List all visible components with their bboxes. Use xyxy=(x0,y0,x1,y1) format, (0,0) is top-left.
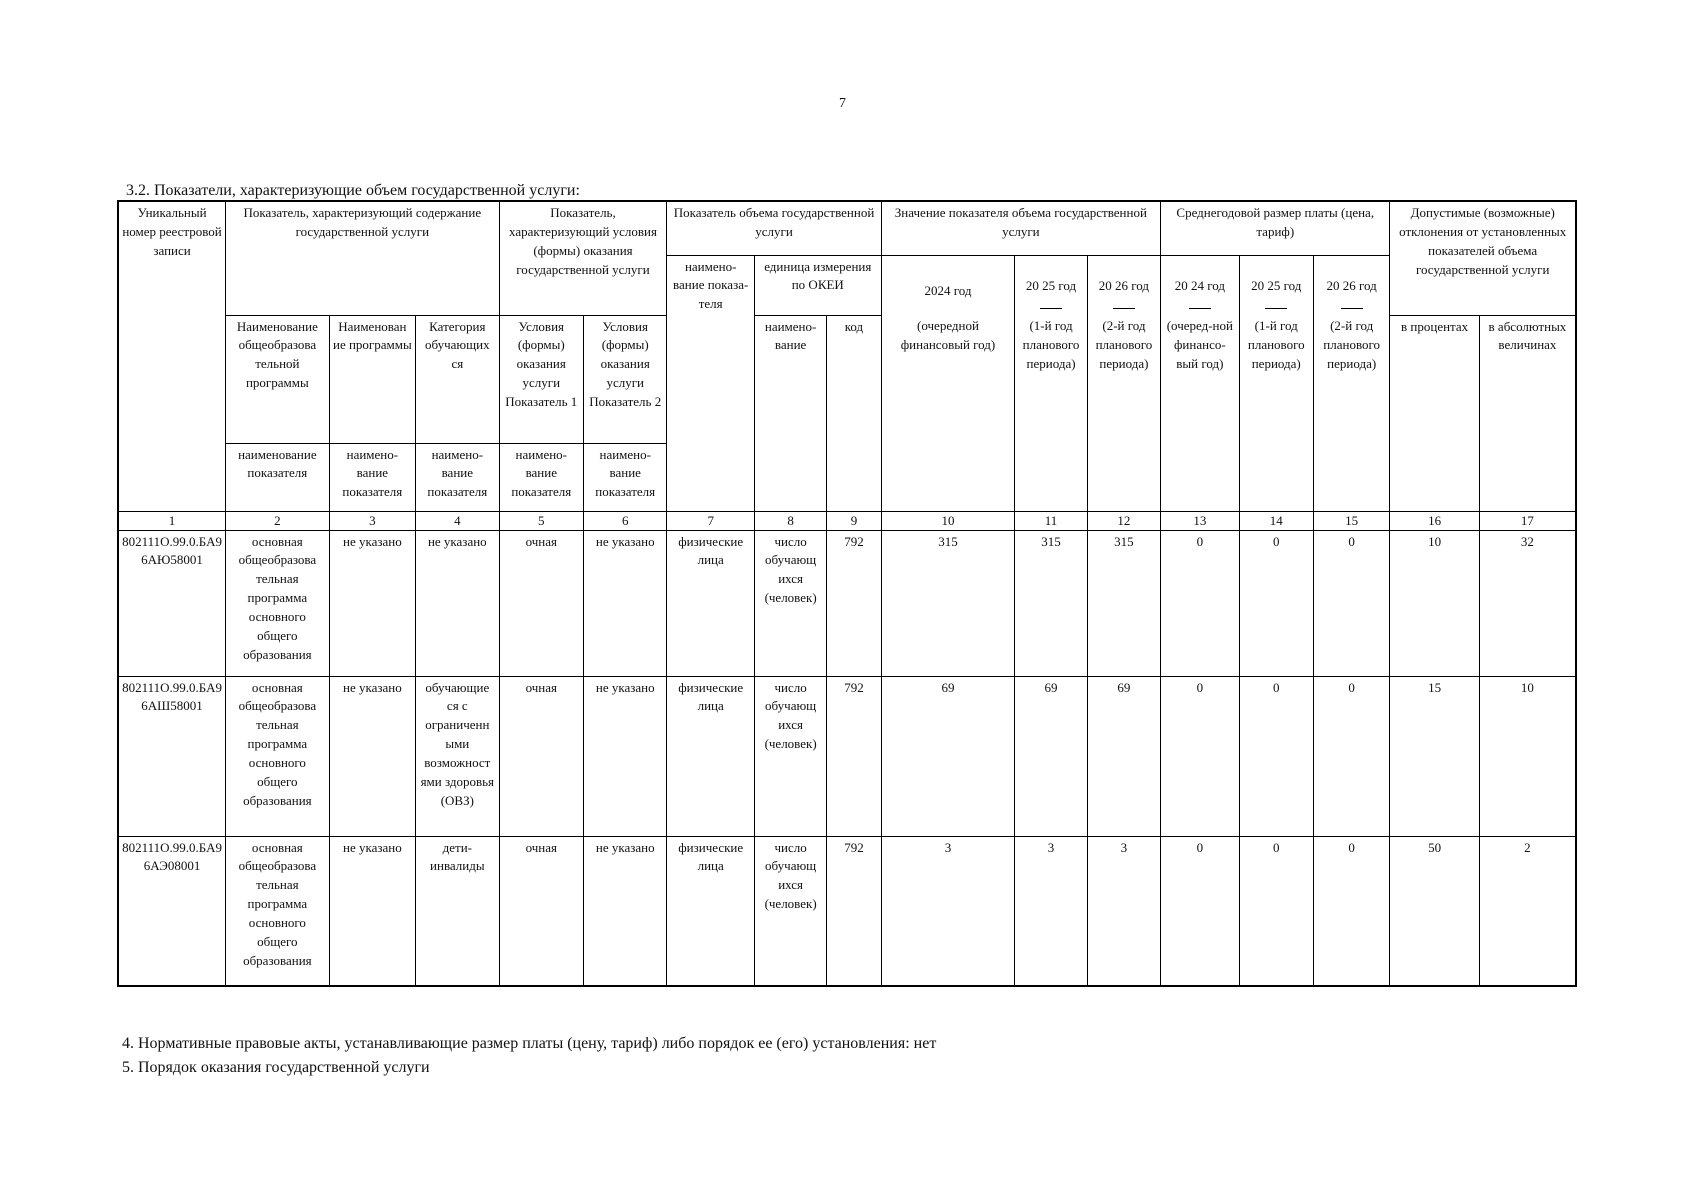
form-cell: очная xyxy=(499,530,583,676)
value-2024-cell: 3 xyxy=(881,836,1015,986)
footer-line-4: 4. Нормативные правовые акты, устанавливающие размер платы (цену, тариф) либо порядок ее (его) установления: нет xyxy=(122,1035,937,1052)
fee-2024-cell: 0 xyxy=(1161,530,1239,676)
volume-table-wrapper xyxy=(117,200,1577,987)
column-number: 4 xyxy=(416,511,499,530)
deviation-percent-cell: 50 xyxy=(1390,836,1479,986)
header-col2-sub: наименование показателя xyxy=(226,443,330,511)
condition2-cell: не указано xyxy=(584,836,667,986)
fee-2024-cell: 0 xyxy=(1161,836,1239,986)
header-value-group: Значение показателя объема государственной услуги xyxy=(881,201,1161,255)
header-deviation-absolute: в абсолютных величинах xyxy=(1479,315,1576,511)
deviation-absolute-cell: 10 xyxy=(1479,676,1576,836)
value-2026-cell: 3 xyxy=(1087,836,1160,986)
column-number: 15 xyxy=(1313,511,1389,530)
header-conditions-group: Показатель, характеризующий условия (формы) оказания государственной услуги xyxy=(499,201,667,315)
program-cell: основная общеобразова тельная программа основного общего образования xyxy=(226,836,330,986)
column-number: 5 xyxy=(499,511,583,530)
fee-2026-cell: 0 xyxy=(1313,836,1389,986)
header-col5-sub: наимено-вание показателя xyxy=(499,443,583,511)
table-row xyxy=(118,676,1576,836)
header-fee-year3-bottom: (2-й год планового периода) xyxy=(1313,315,1389,511)
section-heading: 3.2. Показатели, характеризующие объем государственной услуги: xyxy=(126,182,580,199)
column-number: 8 xyxy=(754,511,826,530)
header-fee-group: Среднегодовой размер платы (цена, тариф) xyxy=(1161,201,1390,255)
category-cell: не указано xyxy=(416,530,499,676)
value-2026-cell: 315 xyxy=(1087,530,1160,676)
header-fee-year2-bottom: (1-й год планового периода) xyxy=(1239,315,1313,511)
category-cell: обучающие ся с ограниченн ыми возможност ями здоровья (ОВЗ) xyxy=(416,676,499,836)
form-cell: очная xyxy=(499,676,583,836)
header-col6-sub: наимено-вание показателя xyxy=(584,443,667,511)
header-col3-name: Наименован ие программы xyxy=(329,315,415,443)
indicator-cell: физические лица xyxy=(667,676,754,836)
header-fee-year2-top: 20 25 год xyxy=(1239,255,1313,315)
header-col5-name: Условия (формы) оказания услуги Показатель 1 xyxy=(499,315,583,443)
value-2025-cell: 315 xyxy=(1015,530,1087,676)
header-deviation-group: Допустимые (возможные) отклонения от установленных показателей объема государственной услуги xyxy=(1390,201,1576,315)
column-number: 14 xyxy=(1239,511,1313,530)
header-content-group: Показатель, характеризующий содержание государственной услуги xyxy=(226,201,499,315)
code-cell: 792 xyxy=(827,836,881,986)
column-number: 16 xyxy=(1390,511,1479,530)
indicator-cell: физические лица xyxy=(667,530,754,676)
header-col2-name: Наименование общеобразова тельной программы xyxy=(226,315,330,443)
header-value-year1-top: 2024 год xyxy=(881,255,1015,315)
column-number: 9 xyxy=(827,511,881,530)
header-fee-year3-top: 20 26 год xyxy=(1313,255,1389,315)
fee-2026-cell: 0 xyxy=(1313,530,1389,676)
deviation-absolute-cell: 2 xyxy=(1479,836,1576,986)
footer-line-5: 5. Порядок оказания государственной услуги xyxy=(122,1059,430,1076)
value-2024-cell: 315 xyxy=(881,530,1015,676)
code-cell: 792 xyxy=(827,676,881,836)
column-number: 12 xyxy=(1087,511,1160,530)
table-row xyxy=(118,836,1576,986)
header-unit-code: код xyxy=(827,315,881,511)
deviation-percent-cell: 10 xyxy=(1390,530,1479,676)
header-fee-year1-bottom: (очеред-ной финансо-вый год) xyxy=(1161,315,1239,511)
category-cell: дети-инвалиды xyxy=(416,836,499,986)
volume-indicators-table xyxy=(117,200,1577,987)
unit-cell: число обучающ ихся (человек) xyxy=(754,676,826,836)
fee-2025-cell: 0 xyxy=(1239,676,1313,836)
program-cell: основная общеобразова тельная программа основного общего образования xyxy=(226,676,330,836)
header-unit-name: наимено-вание xyxy=(754,315,826,511)
deviation-absolute-cell: 32 xyxy=(1479,530,1576,676)
fee-2025-cell: 0 xyxy=(1239,836,1313,986)
header-unit-okei: единица измерения по ОКЕИ xyxy=(754,255,881,315)
registry-id: 802111О.99.0.БА96АШ58001 xyxy=(118,676,226,836)
header-deviation-percent: в процентах xyxy=(1390,315,1479,511)
condition2-cell: не указано xyxy=(584,530,667,676)
value-2026-cell: 69 xyxy=(1087,676,1160,836)
code-cell: 792 xyxy=(827,530,881,676)
column-number: 11 xyxy=(1015,511,1087,530)
form-cell: очная xyxy=(499,836,583,986)
header-col3-sub: наимено-вание показателя xyxy=(329,443,415,511)
column-number: 1 xyxy=(118,511,226,530)
column-number-row xyxy=(118,511,1576,530)
column-number: 13 xyxy=(1161,511,1239,530)
value-2025-cell: 3 xyxy=(1015,836,1087,986)
column-number: 3 xyxy=(329,511,415,530)
header-col4-sub: наимено-вание показателя xyxy=(416,443,499,511)
column-number: 2 xyxy=(226,511,330,530)
header-volume-group: Показатель объема государственной услуги xyxy=(667,201,881,255)
fee-2025-cell: 0 xyxy=(1239,530,1313,676)
program-cell: основная общеобразова тельная программа основного общего образования xyxy=(226,530,330,676)
header-value-year1-bottom: (очередной финансовый год) xyxy=(881,315,1015,511)
fee-2026-cell: 0 xyxy=(1313,676,1389,836)
header-col4-name: Категория обучающих ся xyxy=(416,315,499,443)
column-number: 17 xyxy=(1479,511,1576,530)
table-row xyxy=(118,530,1576,676)
page-number: 7 xyxy=(839,96,846,111)
value-2025-cell: 69 xyxy=(1015,676,1087,836)
header-unique-number: Уникальный номер реестровой записи xyxy=(118,201,226,511)
registry-id: 802111О.99.0.БА96АЮ58001 xyxy=(118,530,226,676)
header-value-year3-top: 20 26 год xyxy=(1087,255,1160,315)
condition2-cell: не указано xyxy=(584,676,667,836)
column-number: 6 xyxy=(584,511,667,530)
unit-cell: число обучающ ихся (человек) xyxy=(754,530,826,676)
registry-id: 802111О.99.0.БА96АЭ08001 xyxy=(118,836,226,986)
program-name-cell: не указано xyxy=(329,836,415,986)
column-number: 10 xyxy=(881,511,1015,530)
header-value-year2-bottom: (1-й год планового периода) xyxy=(1015,315,1087,511)
indicator-cell: физические лица xyxy=(667,836,754,986)
header-value-year3-bottom: (2-й год планового периода) xyxy=(1087,315,1160,511)
program-name-cell: не указано xyxy=(329,530,415,676)
value-2024-cell: 69 xyxy=(881,676,1015,836)
column-number: 7 xyxy=(667,511,754,530)
unit-cell: число обучающ ихся (человек) xyxy=(754,836,826,986)
header-value-year2-top: 20 25 год xyxy=(1015,255,1087,315)
fee-2024-cell: 0 xyxy=(1161,676,1239,836)
header-fee-year1-top: 20 24 год xyxy=(1161,255,1239,315)
deviation-percent-cell: 15 xyxy=(1390,676,1479,836)
program-name-cell: не указано xyxy=(329,676,415,836)
header-col6-name: Условия (формы) оказания услуги Показатель 2 xyxy=(584,315,667,443)
header-volume-indicator-name: наимено-вание показа-теля xyxy=(667,255,754,511)
